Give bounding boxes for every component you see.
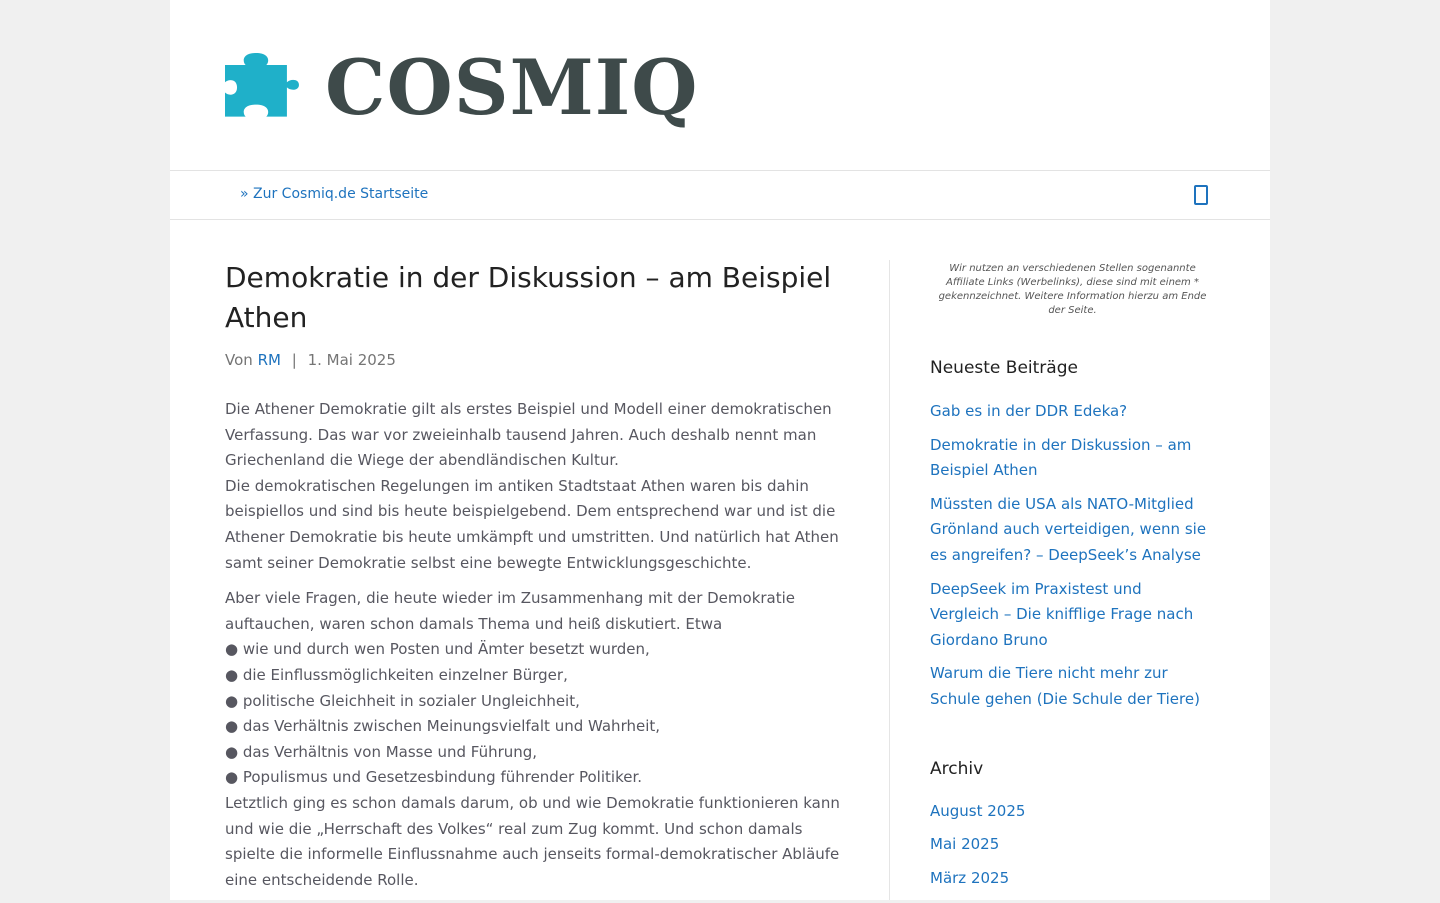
paragraph-text: Die Athener Demokratie gilt als erstes Beispiel und Modell einer demokratischen Verfassung. Das war vor zweieinhalb tausend Jahren. Auch deshalb nennt man Griechenland die Wiege der abendländischen Kultur.: [225, 400, 832, 470]
article: [225, 258, 845, 903]
recent-post-link[interactable]: Müssten die USA als NATO-Mitglied Grönland auch verteidigen, wenn sie es angreifen? – DeepSeek’s Analyse: [930, 494, 1207, 564]
article-title: Demokratie in der Diskussion – am Beispiel Athen: [225, 261, 832, 334]
meta-separator: |: [291, 351, 297, 369]
list-item: [930, 866, 1215, 892]
brand-name: COSMIQ: [325, 43, 699, 132]
article-body: [225, 397, 845, 893]
archive-link[interactable]: Mai 2025: [930, 835, 1000, 854]
site-logo[interactable]: [225, 40, 699, 140]
list-item: ● Populismus und Gesetzesbindung führender Politiker.: [225, 768, 643, 787]
archive-list: [930, 799, 1215, 892]
menu-icon[interactable]: [1194, 185, 1208, 205]
site-header: [170, 0, 1270, 170]
sidebar-divider: [889, 260, 890, 900]
archive-link[interactable]: August 2025: [930, 801, 1026, 820]
author-link[interactable]: RM: [257, 351, 281, 369]
archive-title: Archiv: [930, 758, 984, 779]
list-item: [930, 832, 1215, 858]
main-navigation: [170, 170, 1270, 220]
article-paragraph: [225, 397, 845, 576]
list-item: [930, 492, 1215, 569]
recent-post-link[interactable]: Gab es in der DDR Edeka?: [930, 402, 1128, 420]
list-item: [930, 799, 1215, 825]
list-item: ● das Verhältnis von Masse und Führung,: [225, 742, 538, 761]
article-paragraph: [225, 586, 845, 893]
affiliate-notice: Wir nutzen an verschiedenen Stellen sogenannte Affiliate Links (Werbelinks), diese sind mit einem * gekennzeichnet. Weitere Information hierzu am Ende der Seite.: [938, 263, 1207, 316]
recent-posts-title: Neueste Beiträge: [930, 358, 1078, 378]
list-item: [930, 399, 1215, 425]
recent-post-link[interactable]: DeepSeek im Praxistest und Vergleich – Die knifflige Frage nach Giordano Bruno: [930, 579, 1194, 649]
page-container: [170, 0, 1270, 900]
recent-posts-list: [930, 399, 1215, 713]
list-item: [930, 577, 1215, 654]
list-item: ● wie und durch wen Posten und Ämter besetzt wurden,: [225, 640, 650, 659]
paragraph-text: Aber viele Fragen, die heute wieder im Zusammenhang mit der Demokratie auftauchen, waren schon damals Thema und heiß diskutiert. Etwa: [225, 589, 796, 633]
article-meta: [225, 351, 845, 369]
puzzle-piece-icon: [225, 53, 299, 127]
list-item: ● politische Gleichheit in sozialer Ungleichheit,: [225, 691, 580, 710]
nav-link-home[interactable]: » Zur Cosmiq.de Startseite: [240, 186, 429, 202]
byline-prefix: Von: [225, 351, 253, 369]
article-date: 1. Mai 2025: [307, 351, 396, 369]
recent-post-link[interactable]: Warum die Tiere nicht mehr zur Schule gehen (Die Schule der Tiere): [930, 664, 1200, 708]
archive-link[interactable]: März 2025: [930, 868, 1010, 887]
paragraph-text: Die demokratischen Regelungen im antiken Stadtstaat Athen waren bis dahin beispiellos und sind bis heute beispielgebend. Dem entsprechend war und ist die Athener Demokratie bis heute umkämpft und umstritten. Und natürlich hat Athen samt seiner Demokratie selbst eine bewegte Entwicklungsgeschichte.: [225, 476, 839, 572]
sidebar: [930, 260, 1215, 899]
list-item: ● das Verhältnis zwischen Meinungsvielfalt und Wahrheit,: [225, 717, 661, 736]
list-item: [930, 661, 1215, 712]
list-item: [930, 433, 1215, 484]
paragraph-text: Letztlich ging es schon damals darum, ob und wie Demokratie funktionieren kann und wie die „Herrschaft des Volkes“ real zum Zug kommt. Und schon damals spielte die informelle Einflussnahme auch jenseits formal-demokratischer Abläufe eine entscheidende Rolle.: [225, 793, 840, 889]
list-item: ● die Einflussmöglichkeiten einzelner Bürger,: [225, 665, 568, 684]
recent-post-link[interactable]: Demokratie in der Diskussion – am Beispiel Athen: [930, 435, 1192, 480]
